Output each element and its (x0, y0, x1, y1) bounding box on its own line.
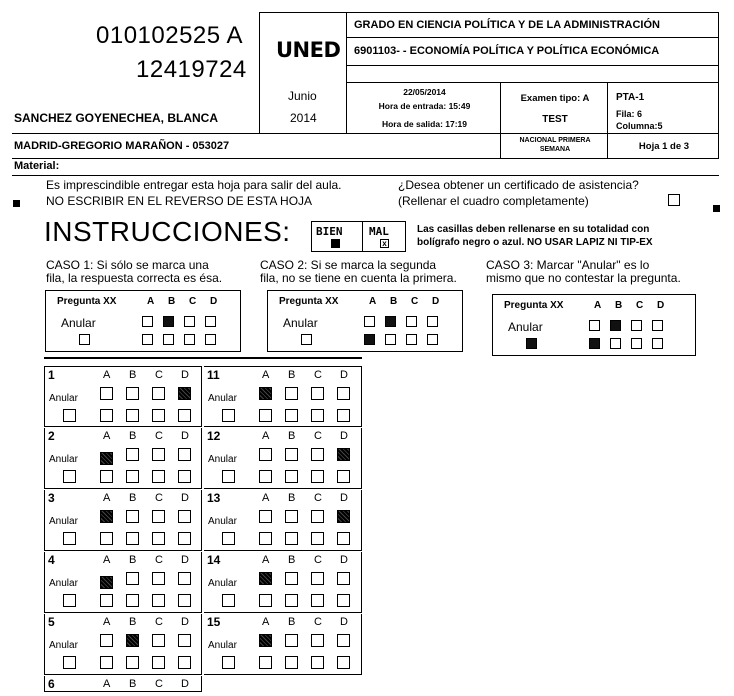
exam-year: 2014 (290, 111, 317, 125)
case-anular-label: Anular (283, 316, 318, 330)
course-cell (346, 37, 719, 66)
case-row1-box (631, 320, 642, 331)
pta-label: PTA-1 (616, 92, 645, 103)
case-row1-box (385, 316, 396, 327)
nacional-cell (500, 133, 608, 159)
anular-label: Anular (208, 578, 237, 589)
answer-letter-B: B (129, 492, 137, 504)
caso2-line1: CASO 2: Si se marca la segunda (260, 258, 437, 272)
answer-letter-D: D (340, 492, 348, 504)
anular-label: Anular (49, 640, 78, 651)
answer-letter-D: D (340, 616, 348, 628)
answer-box-row2-A[interactable] (259, 594, 272, 607)
time-cell (346, 82, 501, 134)
answer-letter-B: B (288, 430, 296, 442)
question-number: 11 (207, 368, 220, 382)
answer-box-C[interactable] (152, 510, 165, 523)
seat-cell (607, 82, 719, 134)
answer-box-D[interactable] (337, 634, 350, 647)
case-row1-box (364, 316, 375, 327)
answer-letter-B: B (288, 616, 296, 628)
case-row1-box (184, 316, 195, 327)
case-letter-D: D (210, 296, 218, 307)
exit-time: Hora de salida: 17:19 (381, 119, 468, 129)
answer-box-C[interactable] (152, 448, 165, 461)
answer-box-row2-D[interactable] (178, 656, 191, 669)
exam-type: Examen tipo: A (520, 93, 590, 104)
answer-box-row2-B[interactable] (285, 409, 298, 422)
answer-box-row2-B[interactable] (126, 409, 139, 422)
question-cell (204, 428, 362, 489)
answer-box-row2-D[interactable] (178, 594, 191, 607)
answer-box-row2-A[interactable] (259, 470, 272, 483)
rule-line1: Las casillas deben rellenarse en su totalidad con (417, 224, 650, 235)
notice-line2: NO ESCRIBIR EN EL REVERSO DE ESTA HOJA (46, 194, 313, 208)
question-cell (44, 428, 202, 489)
caso1-line1: CASO 1: Si sólo se marca una (46, 258, 209, 272)
case-anular-label: Anular (508, 320, 543, 334)
answer-box-D[interactable] (178, 572, 191, 585)
answer-box-row2-A[interactable] (259, 409, 272, 422)
case-row2-box (631, 338, 642, 349)
caso3-line1: CASO 3: Marcar "Anular" es lo (486, 258, 650, 272)
anular-label: Anular (49, 578, 78, 589)
answer-box-A[interactable] (100, 576, 113, 589)
case-row2-box (142, 334, 153, 345)
answer-box-B[interactable] (126, 510, 139, 523)
answer-letter-C: C (155, 616, 163, 628)
answer-letter-B: B (129, 678, 137, 690)
case-row2-box (652, 338, 663, 349)
case-letter-A: A (369, 296, 377, 307)
answer-box-A[interactable] (259, 448, 272, 461)
question-cell (44, 366, 202, 427)
question-cell (44, 676, 202, 692)
caso2-line2: fila, no se tiene en cuenta la primera. (260, 271, 457, 285)
anular-checkbox[interactable] (222, 409, 235, 422)
answer-letter-A: A (262, 616, 270, 628)
answer-letter-B: B (288, 369, 296, 381)
case-row2-box (163, 334, 174, 345)
semana-text: SEMANA (539, 146, 571, 153)
answer-letter-C: C (314, 554, 322, 566)
answer-box-D[interactable] (337, 572, 350, 585)
anular-checkbox[interactable] (222, 656, 235, 669)
answer-box-B[interactable] (126, 572, 139, 585)
answer-letter-B: B (288, 554, 296, 566)
entry-time: Hora de entrada: 15:49 (378, 101, 471, 111)
caso1-text (46, 259, 242, 285)
case-row2-box (364, 334, 375, 345)
answer-box-C[interactable] (152, 572, 165, 585)
answer-letter-A: A (103, 430, 111, 442)
anular-checkbox[interactable] (63, 594, 76, 607)
mal-sample-box: x (380, 239, 389, 248)
exam-date: 22/05/2014 (403, 87, 446, 97)
answer-box-row2-C[interactable] (311, 532, 324, 545)
answer-box-row2-D[interactable] (178, 470, 191, 483)
anular-label: Anular (208, 393, 237, 404)
answer-letter-D: D (181, 616, 189, 628)
answer-box-row2-C[interactable] (152, 594, 165, 607)
question-cell (204, 614, 362, 675)
answer-letter-A: A (262, 492, 270, 504)
answer-letter-C: C (155, 492, 163, 504)
case-pregunta-label: Pregunta XX (57, 296, 117, 307)
answer-box-row2-B[interactable] (126, 656, 139, 669)
answer-box-A[interactable] (100, 634, 113, 647)
question-number: 3 (48, 491, 55, 505)
answer-letter-C: C (314, 616, 322, 628)
answer-letter-A: A (103, 616, 111, 628)
question-number: 5 (48, 615, 55, 629)
case-anular-box (79, 334, 90, 345)
notice-line1: Es imprescindible entregar esta hoja para salir del aula. (46, 178, 342, 192)
mal-label: MAL (369, 225, 389, 238)
grid-top-rule (44, 357, 362, 359)
question-cell (44, 490, 202, 551)
answer-box-C[interactable] (311, 448, 324, 461)
answer-letter-B: B (129, 430, 137, 442)
case-anular-label: Anular (61, 316, 96, 330)
answer-box-B[interactable] (126, 387, 139, 400)
bien-mal-legend (311, 221, 406, 252)
question-cell (44, 614, 202, 675)
answer-box-D[interactable] (178, 510, 191, 523)
exam-center: MADRID-GREGORIO MARAÑON - 053027 (14, 140, 230, 152)
anular-checkbox[interactable] (63, 532, 76, 545)
answer-letter-B: B (129, 616, 137, 628)
answer-box-D[interactable] (178, 387, 191, 400)
answer-letter-D: D (181, 678, 189, 690)
case-letter-C: C (189, 296, 197, 307)
answer-box-row2-A[interactable] (100, 409, 113, 422)
type-cell (500, 82, 608, 134)
caso3-line2: mismo que no contestar la pregunta. (486, 271, 681, 285)
answer-box-C[interactable] (311, 634, 324, 647)
answer-box-A[interactable] (100, 452, 113, 465)
answer-box-C[interactable] (311, 387, 324, 400)
case-row1-box (589, 320, 600, 331)
answer-box-A[interactable] (259, 510, 272, 523)
case-row1-box (427, 316, 438, 327)
answer-box-row2-C[interactable] (311, 470, 324, 483)
answer-letter-A: A (103, 554, 111, 566)
question-cell (204, 366, 362, 427)
answer-letter-A: A (103, 369, 111, 381)
answer-box-D[interactable] (337, 448, 350, 461)
anular-checkbox[interactable] (222, 594, 235, 607)
answer-box-row2-C[interactable] (311, 409, 324, 422)
answer-box-row2-B[interactable] (126, 594, 139, 607)
answer-box-A[interactable] (259, 387, 272, 400)
case-row1-box (610, 320, 621, 331)
test-label: TEST (542, 114, 568, 125)
answer-box-C[interactable] (152, 387, 165, 400)
anular-label: Anular (49, 516, 78, 527)
case-pregunta-label: Pregunta XX (504, 300, 564, 311)
case-letter-C: C (411, 296, 419, 307)
exam-code: 010102525 A (96, 22, 243, 49)
exam-month: Junio (288, 89, 317, 103)
anular-checkbox[interactable] (63, 470, 76, 483)
answer-box-A[interactable] (100, 387, 113, 400)
answer-box-D[interactable] (178, 448, 191, 461)
answer-letter-C: C (155, 430, 163, 442)
uned-logo: UNED (276, 38, 341, 62)
case-letter-D: D (432, 296, 440, 307)
answer-letter-D: D (181, 554, 189, 566)
question-cell (204, 490, 362, 551)
answer-letter-A: A (262, 369, 270, 381)
answer-box-B[interactable] (126, 634, 139, 647)
case-row1-box (406, 316, 417, 327)
answer-box-D[interactable] (337, 510, 350, 523)
answer-box-row2-D[interactable] (337, 656, 350, 669)
question-number: 4 (48, 553, 55, 567)
certificate-hint: (Rellenar el cuadro completamente) (398, 194, 589, 208)
question-cell (44, 552, 202, 613)
question-number: 1 (48, 368, 55, 382)
question-number: 14 (207, 553, 221, 567)
anular-label: Anular (208, 454, 237, 465)
answer-box-row2-A[interactable] (259, 532, 272, 545)
answer-letter-B: B (288, 492, 296, 504)
caso2-text (260, 259, 474, 285)
answer-box-row2-C[interactable] (311, 656, 324, 669)
answer-box-row2-A[interactable] (100, 656, 113, 669)
case-row1-box (142, 316, 153, 327)
answer-box-row2-A[interactable] (100, 470, 113, 483)
answer-letter-B: B (129, 369, 137, 381)
course-text: 6901103- - ECONOMÍA POLÍTICA Y POLÍTICA ECONÓMICA (354, 45, 660, 57)
case-letter-D: D (657, 300, 665, 311)
answer-box-row2-D[interactable] (178, 532, 191, 545)
answer-box-D[interactable] (178, 634, 191, 647)
question-number: 12 (207, 429, 221, 443)
student-name: SANCHEZ GOYENECHEA, BLANCA (14, 111, 219, 125)
case-pregunta-label: Pregunta XX (279, 296, 339, 307)
answer-letter-A: A (262, 554, 270, 566)
case-anular-box (526, 338, 537, 349)
case-row2-box (205, 334, 216, 345)
case-anular-box (301, 334, 312, 345)
bien-sample-box (331, 239, 340, 248)
alignment-mark-left (13, 200, 20, 207)
answer-box-B[interactable] (285, 387, 298, 400)
answer-box-D[interactable] (337, 387, 350, 400)
question-number: 15 (207, 615, 221, 629)
answer-box-C[interactable] (152, 634, 165, 647)
answer-box-row2-A[interactable] (259, 656, 272, 669)
answer-box-row2-D[interactable] (337, 470, 350, 483)
answer-letter-C: C (155, 554, 163, 566)
caso3-text (486, 259, 698, 285)
hoja-text: Hoja 1 de 3 (638, 141, 690, 152)
answer-box-row2-A[interactable] (100, 594, 113, 607)
case-row2-box (610, 338, 621, 349)
answer-box-C[interactable] (311, 572, 324, 585)
answer-box-C[interactable] (311, 510, 324, 523)
certificate-question: ¿Desea obtener un certificado de asistencia? (398, 178, 639, 192)
answer-box-row2-C[interactable] (311, 594, 324, 607)
case-letter-C: C (636, 300, 644, 311)
answer-box-row2-B[interactable] (285, 656, 298, 669)
caso1-line2: fila, la respuesta correcta es ésa. (46, 271, 223, 285)
degree-cell (346, 12, 719, 38)
answer-letter-D: D (340, 430, 348, 442)
case-letter-B: B (390, 296, 398, 307)
answer-letter-A: A (103, 678, 111, 690)
instructions-title: INSTRUCCIONES: (44, 216, 291, 247)
answer-letter-D: D (181, 492, 189, 504)
answer-letter-D: D (340, 369, 348, 381)
anular-label: Anular (49, 454, 78, 465)
answer-box-row2-B[interactable] (285, 532, 298, 545)
case-letter-A: A (147, 296, 155, 307)
answer-box-B[interactable] (285, 448, 298, 461)
answer-letter-C: C (314, 369, 322, 381)
anular-label: Anular (208, 640, 237, 651)
answer-box-A[interactable] (259, 572, 272, 585)
answer-box-row2-B[interactable] (285, 470, 298, 483)
answer-box-A[interactable] (259, 634, 272, 647)
question-number: 13 (207, 491, 221, 505)
answer-box-B[interactable] (285, 634, 298, 647)
student-id: 12419724 (136, 56, 247, 83)
degree-text: GRADO EN CIENCIA POLÍTICA Y DE LA ADMINISTRACIÓN (354, 19, 660, 31)
answer-box-row2-B[interactable] (126, 532, 139, 545)
hoja-cell (607, 133, 719, 159)
answer-box-B[interactable] (285, 510, 298, 523)
case-row2-box (406, 334, 417, 345)
anular-label: Anular (208, 516, 237, 527)
answer-box-row2-D[interactable] (337, 409, 350, 422)
answer-letter-C: C (314, 430, 322, 442)
answer-box-row2-D[interactable] (337, 532, 350, 545)
answer-letter-C: C (155, 369, 163, 381)
answer-box-row2-B[interactable] (126, 470, 139, 483)
anular-checkbox[interactable] (63, 409, 76, 422)
answer-box-B[interactable] (285, 572, 298, 585)
case-row2-box (184, 334, 195, 345)
alignment-mark-right (713, 205, 720, 212)
answer-letter-A: A (262, 430, 270, 442)
case-letter-B: B (615, 300, 623, 311)
answer-box-row2-B[interactable] (285, 594, 298, 607)
blank-cell (346, 65, 719, 83)
answer-box-row2-A[interactable] (100, 532, 113, 545)
answer-box-row2-C[interactable] (152, 656, 165, 669)
case-letter-A: A (594, 300, 602, 311)
answer-box-A[interactable] (100, 510, 113, 523)
nacional-text: NACIONAL PRIMERA (519, 137, 591, 144)
answer-letter-C: C (314, 492, 322, 504)
answer-letter-B: B (129, 554, 137, 566)
case-row1-box (205, 316, 216, 327)
answer-box-row2-C[interactable] (152, 470, 165, 483)
question-number: 2 (48, 429, 55, 443)
anular-checkbox[interactable] (63, 656, 76, 669)
bien-label: BIEN (316, 225, 343, 238)
question-cell (204, 552, 362, 613)
anular-checkbox[interactable] (222, 470, 235, 483)
material-label: Material: (14, 160, 60, 172)
case-row2-box (427, 334, 438, 345)
case-row1-box (652, 320, 663, 331)
answer-letter-D: D (340, 554, 348, 566)
columna-label: Columna:5 (616, 121, 663, 131)
answer-letter-D: D (181, 369, 189, 381)
question-number: 6 (48, 677, 55, 691)
answer-box-row2-C[interactable] (152, 409, 165, 422)
fila-label: Fila: 6 (616, 109, 643, 119)
answer-box-row2-D[interactable] (178, 409, 191, 422)
case-row1-box (163, 316, 174, 327)
case-letter-B: B (168, 296, 176, 307)
rule-line2: bolígrafo negro o azul. NO USAR LAPIZ NI TIP-EX (417, 237, 653, 248)
answer-letter-C: C (155, 678, 163, 690)
answer-box-row2-D[interactable] (337, 594, 350, 607)
answer-box-B[interactable] (126, 448, 139, 461)
answer-letter-A: A (103, 492, 111, 504)
anular-label: Anular (49, 393, 78, 404)
answer-box-row2-C[interactable] (152, 532, 165, 545)
answer-letter-D: D (181, 430, 189, 442)
case-row2-box (589, 338, 600, 349)
certificate-checkbox[interactable] (668, 194, 680, 206)
material-row (12, 158, 719, 176)
anular-checkbox[interactable] (222, 532, 235, 545)
case-row2-box (385, 334, 396, 345)
